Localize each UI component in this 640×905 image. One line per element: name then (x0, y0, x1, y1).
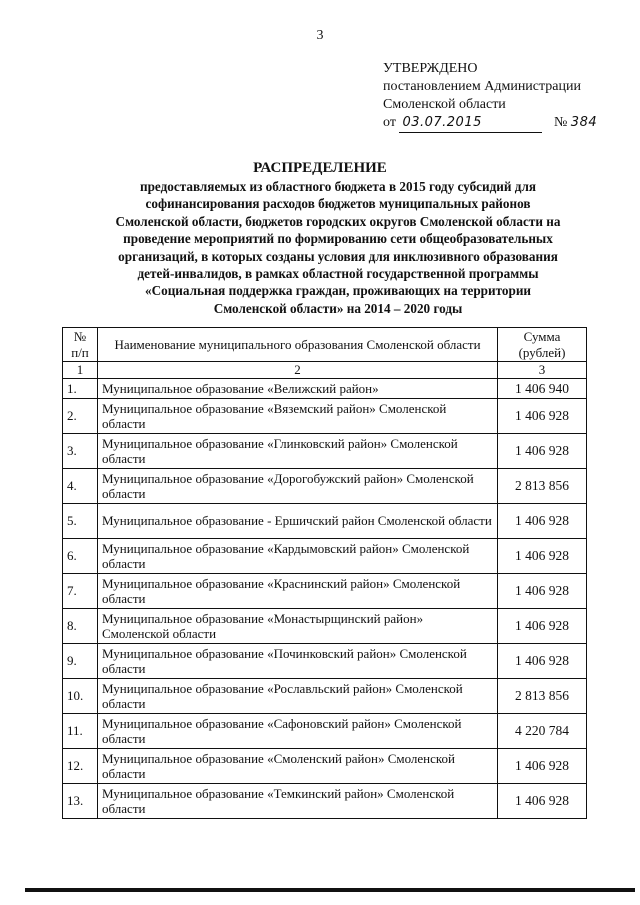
row-number: 7. (63, 574, 98, 609)
header-number: № п/п (63, 328, 98, 362)
subsidy-amount: 1 406 928 (498, 784, 587, 819)
table-row (63, 679, 587, 714)
table-header-row (63, 328, 587, 362)
municipality-name: Муниципальное образование «Рославльский район» Смоленской области (98, 679, 498, 714)
scan-bottom-bar (25, 888, 635, 892)
table-row (63, 379, 587, 399)
table-row (63, 714, 587, 749)
table-row (63, 784, 587, 819)
municipality-name: Муниципальное образование «Сафоновский район» Смоленской области (98, 714, 498, 749)
page-number: 3 (316, 28, 324, 43)
number-label: № (553, 115, 568, 130)
row-number: 12. (63, 749, 98, 784)
approval-date-line (383, 114, 613, 133)
subsidy-amount: 1 406 940 (498, 379, 587, 399)
row-number: 10. (63, 679, 98, 714)
row-number: 3. (63, 434, 98, 469)
row-number: 6. (63, 539, 98, 574)
subsidy-amount: 1 406 928 (498, 574, 587, 609)
table-row (63, 644, 587, 679)
municipality-name: Муниципальное образование «Краснинский район» Смоленской области (98, 574, 498, 609)
subsidy-amount: 1 406 928 (498, 539, 587, 574)
municipality-name: Муниципальное образование «Кардымовский район» Смоленской области (98, 539, 498, 574)
index-cell: 2 (98, 362, 498, 379)
subsidy-amount: 1 406 928 (498, 504, 587, 539)
table-index-row (63, 362, 587, 379)
subsidy-amount: 4 220 784 (498, 714, 587, 749)
header-amount: Сумма (рублей) (498, 328, 587, 362)
row-number: 2. (63, 399, 98, 434)
municipality-name: Муниципальное образование «Глинковский район» Смоленской области (98, 434, 498, 469)
table-row (63, 434, 587, 469)
municipality-name: Муниципальное образование «Велижский район» (98, 379, 498, 399)
document-subtitle: предоставляемых из областного бюджета в 2015 году субсидий для софинансирования расходов бюджетов муниципальных районов Смоленской области, бюджетов городских округов Смоленской области на проведение мероприятий по формированию сети общеобразовательных организаций, в которых созданы условия для инклюзивного образования детей-инвалидов, в рамках областной государственной программы «Социальная поддержка граждан, проживающих на территории Смоленской области» на 2014 – 2020 годы (115, 179, 561, 316)
header-name: Наименование муниципального образования Смоленской области (98, 328, 498, 362)
from-label: от (383, 115, 396, 130)
approval-number: 384 (570, 115, 598, 130)
subsidy-amount: 1 406 928 (498, 609, 587, 644)
subsidy-amount: 2 813 856 (498, 469, 587, 504)
table-row (63, 469, 587, 504)
municipality-name: Муниципальное образование «Вяземский район» Смоленской области (98, 399, 498, 434)
municipality-name: Муниципальное образование «Смоленский район» Смоленской области (98, 749, 498, 784)
municipality-name: Муниципальное образование «Дорогобужский район» Смоленской области (98, 469, 498, 504)
subsidy-amount: 1 406 928 (498, 749, 587, 784)
index-cell: 3 (498, 362, 587, 379)
table-row (63, 749, 587, 784)
municipality-name: Муниципальное образование «Темкинский район» Смоленской области (98, 784, 498, 819)
table-row (63, 609, 587, 644)
table-row (63, 539, 587, 574)
row-number: 13. (63, 784, 98, 819)
row-number: 11. (63, 714, 98, 749)
municipality-name: Муниципальное образование - Ершичский район Смоленской области (98, 504, 498, 539)
subsidy-amount: 1 406 928 (498, 644, 587, 679)
approval-line-1: постановлением Администрации (383, 79, 581, 94)
approval-date: 03.07.2015 (402, 115, 482, 130)
distribution-table (62, 327, 587, 819)
approval-line-2: Смоленской области (383, 97, 506, 112)
row-number: 5. (63, 504, 98, 539)
table-row (63, 399, 587, 434)
row-number: 1. (63, 379, 98, 399)
table-row (63, 504, 587, 539)
row-number: 9. (63, 644, 98, 679)
subsidy-amount: 1 406 928 (498, 434, 587, 469)
municipality-name: Муниципальное образование «Починковский район» Смоленской области (98, 644, 498, 679)
row-number: 4. (63, 469, 98, 504)
municipality-name: Муниципальное образование «Монастырщинский район» Смоленской области (98, 609, 498, 644)
index-cell: 1 (63, 362, 98, 379)
table-row (63, 574, 587, 609)
approval-heading: УТВЕРЖДЕНО (383, 61, 478, 76)
approval-block (383, 60, 613, 133)
subsidy-amount: 1 406 928 (498, 399, 587, 434)
document-title: РАСПРЕДЕЛЕНИЕ (253, 160, 387, 176)
subsidy-amount: 2 813 856 (498, 679, 587, 714)
row-number: 8. (63, 609, 98, 644)
